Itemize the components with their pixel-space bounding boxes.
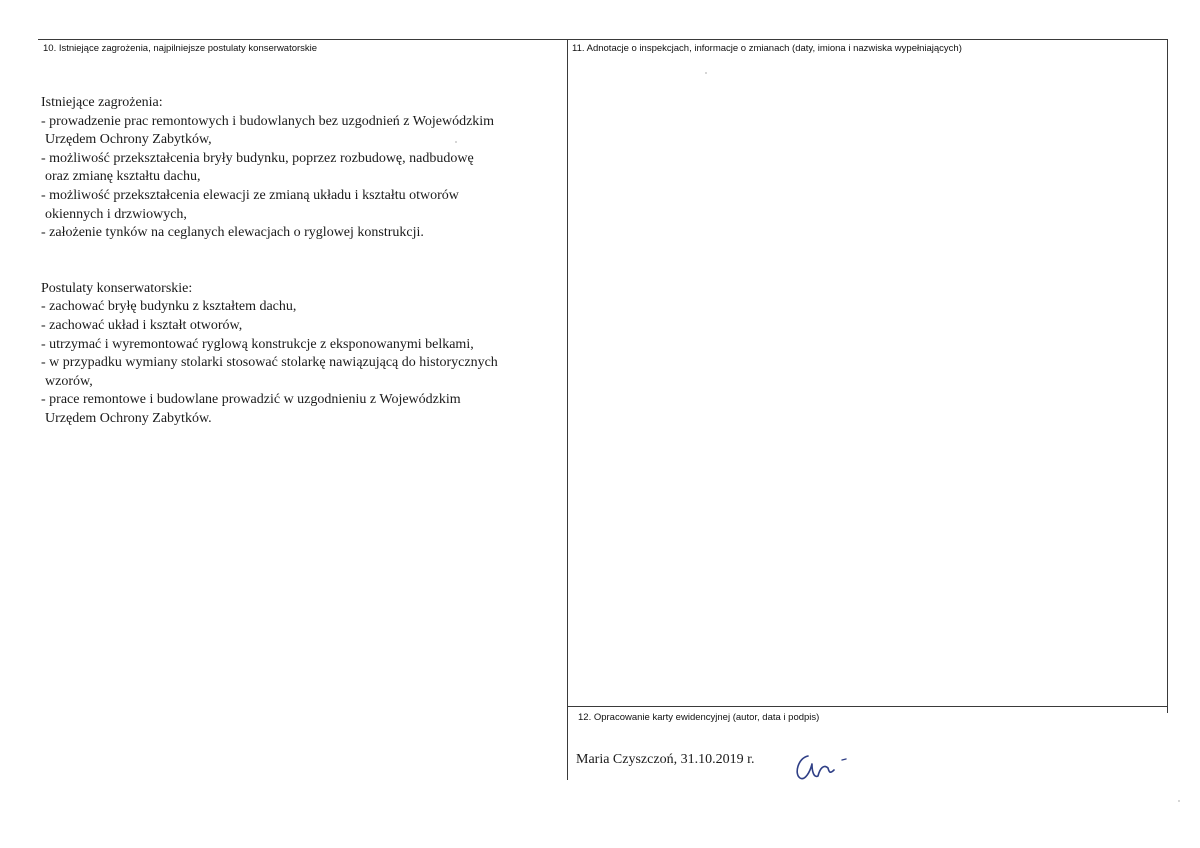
paragraph-gap	[41, 243, 558, 280]
threat-line-cont: oraz zmianę kształtu dachu,	[45, 169, 201, 185]
section12-rule	[567, 706, 1168, 707]
threat-line: - prowadzenie prac remontowych i budowlanych bez uzgodnień z Wojewódzkim	[41, 113, 495, 129]
postulates-title: Postulaty konserwatorskie:	[41, 280, 193, 296]
postulate-item	[41, 298, 558, 317]
section10-body	[41, 94, 558, 429]
postulate-line: - utrzymać i wyremontować ryglową konstrukcje z eksponowanymi belkami,	[41, 336, 474, 352]
threat-item	[41, 187, 558, 224]
postulate-line: - zachować bryłę budynku z kształtem dachu,	[41, 299, 297, 315]
right-border	[1167, 39, 1168, 713]
threat-line: - możliwość przekształcenia elewacji ze zmianą układu i kształtu otworów	[41, 187, 459, 203]
postulates-list	[41, 298, 558, 428]
postulate-line: - zachować układ i kształt otworów,	[41, 317, 243, 333]
scan-speck	[455, 141, 457, 143]
postulate-item	[41, 336, 558, 355]
threat-item	[41, 113, 558, 150]
section11-header: 11. Adnotacje o inspekcjach, informacje o zmianach (daty, imiona i nazwiska wypełniających)	[572, 43, 962, 54]
scan-speck	[1178, 800, 1180, 802]
author-date-line: Maria Czyszczoń, 31.10.2019 r.	[576, 752, 755, 767]
threat-item	[41, 150, 558, 187]
postulate-line: - prace remontowe i budowlane prowadzić w uzgodnieniu z Wojewódzkim	[41, 392, 461, 408]
threat-line-cont: Urzędem Ochrony Zabytków,	[45, 132, 212, 148]
postulate-line: - w przypadku wymiany stolarki stosować stolarkę nawiązującą do historycznych	[41, 355, 498, 371]
threats-list	[41, 113, 558, 243]
postulate-item	[41, 391, 558, 428]
top-rule	[38, 39, 1168, 40]
section10-header: 10. Istniejące zagrożenia, najpilniejsze postulaty konserwatorskie	[43, 43, 318, 54]
scan-speck	[705, 72, 707, 74]
handwritten-signature	[790, 748, 860, 788]
section12-header: 12. Opracowanie karty ewidencyjnej (autor, data i podpis)	[578, 712, 820, 723]
postulate-item	[41, 354, 558, 391]
threat-item	[41, 224, 558, 243]
threat-line: - możliwość przekształcenia bryły budynku, poprzez rozbudowę, nadbudowę	[41, 150, 474, 166]
postulate-item	[41, 317, 558, 336]
threat-line: - założenie tynków na ceglanych elewacjach o ryglowej konstrukcji.	[41, 225, 424, 241]
column-divider	[567, 39, 568, 780]
postulate-line-cont: Urzędem Ochrony Zabytków.	[45, 410, 212, 426]
threat-line-cont: okiennych i drzwiowych,	[45, 206, 187, 222]
threats-title: Istniejące zagrożenia:	[41, 95, 163, 110]
postulate-line-cont: wzorów,	[45, 373, 93, 389]
